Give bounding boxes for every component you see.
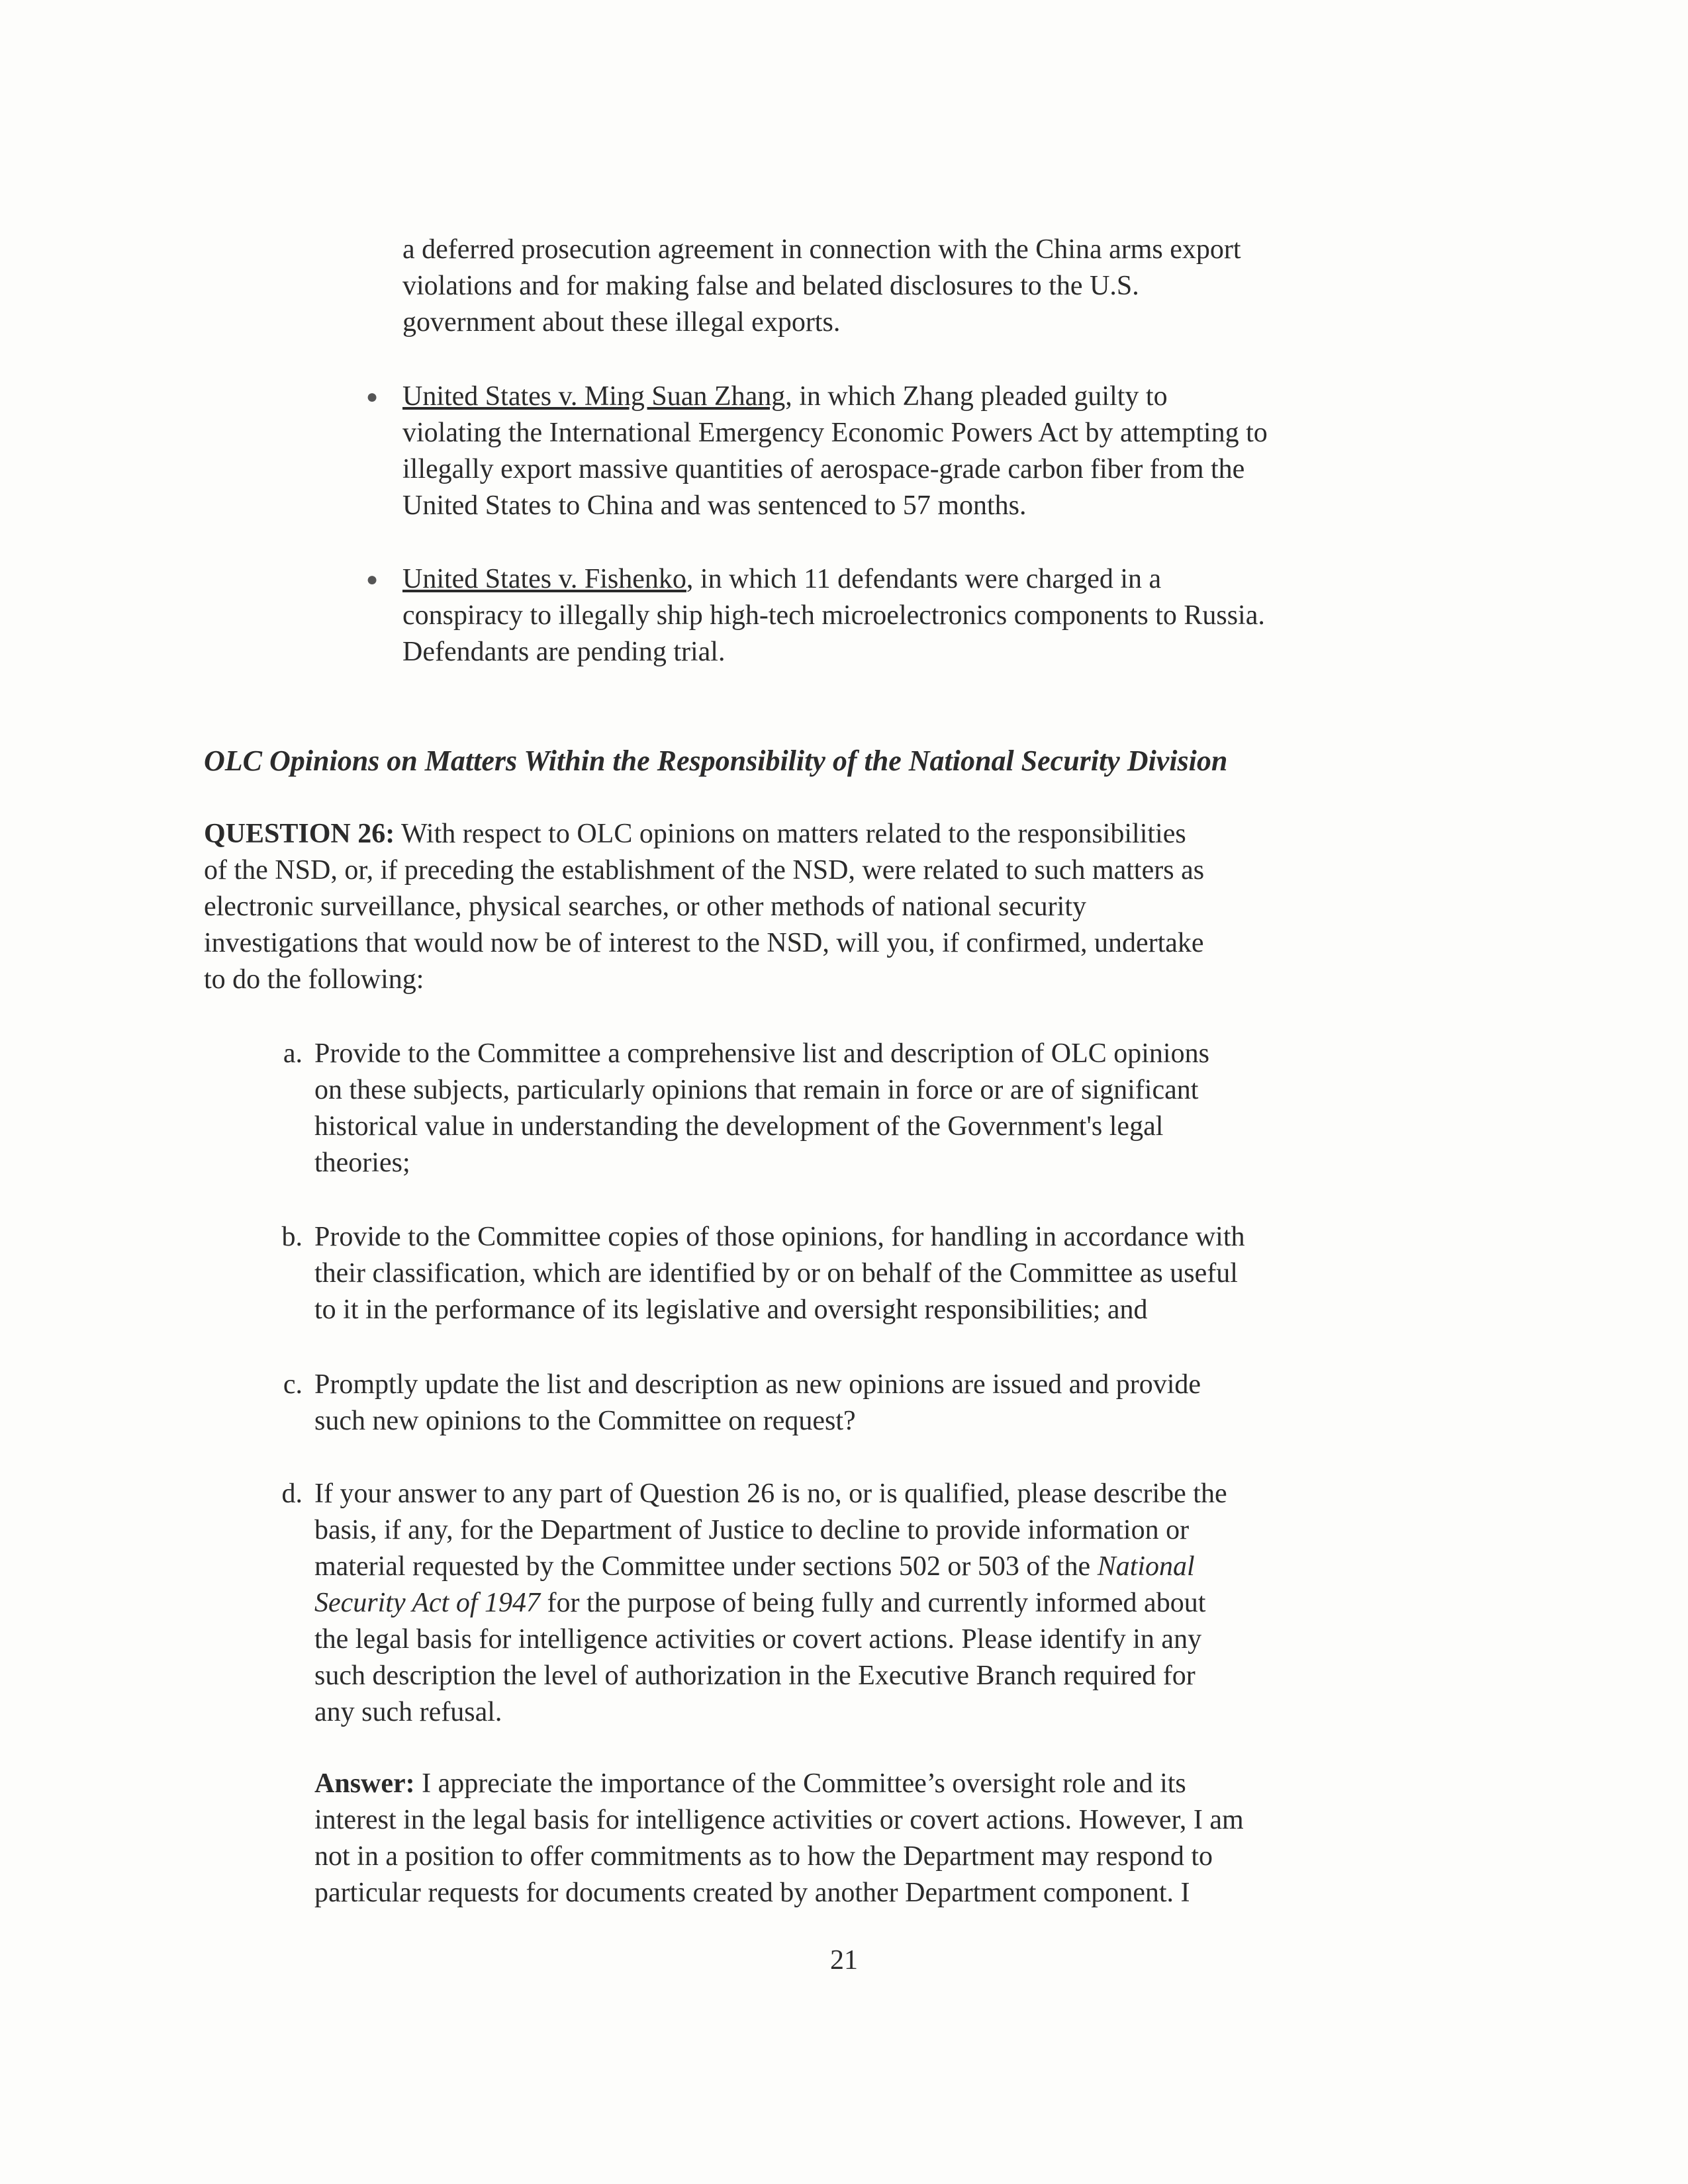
case-name: United States v. Fishenko: [402, 564, 686, 594]
case-bullet-item: [365, 379, 1395, 524]
sub-item-letter: c.: [283, 1369, 303, 1400]
text-line: such description the level of authorization in the Executive Branch required for: [314, 1661, 1196, 1691]
section-heading: OLC Opinions on Matters Within the Responsibility of the National Security Division: [204, 745, 1228, 777]
question-label: QUESTION 26:: [204, 819, 395, 849]
text-line: theories;: [314, 1148, 410, 1178]
text-fragment: , in which 11 defendants were charged in a: [686, 564, 1162, 594]
text-line: [204, 816, 1395, 852]
text-line: historical value in understanding the development of the Government's legal: [314, 1111, 1164, 1142]
text-line: [314, 1549, 1413, 1585]
question-sub-item: [281, 1476, 1413, 1731]
text-line: the legal basis for intelligence activities or covert actions. Please identify in any: [314, 1624, 1202, 1655]
act-title-italic: Security Act of 1947: [314, 1588, 540, 1618]
question-sub-item: [283, 1036, 1413, 1181]
text-line: [402, 561, 1395, 598]
text-line: Promptly update the list and description as new opinions are issued and provide: [314, 1369, 1201, 1400]
answer-label: Answer:: [314, 1768, 415, 1799]
text-line: on these subjects, particularly opinions that remain in force or are of significant: [314, 1075, 1199, 1105]
text-line: [402, 379, 1395, 415]
text-line: to do the following:: [204, 964, 424, 995]
text-line: basis, if any, for the Department of Justice to decline to provide information or: [314, 1515, 1190, 1545]
case-name: United States v. Ming Suan Zhang: [402, 381, 786, 412]
text-line: of the NSD, or, if preceding the establishment of the NSD, were related to such matters as: [204, 855, 1205, 886]
text-line: government about these illegal exports.: [402, 307, 841, 338]
text-fragment: With respect to OLC opinions on matters related to the responsibilities: [395, 819, 1186, 849]
text-fragment: , in which Zhang pleaded guilty to: [785, 381, 1168, 412]
question-sub-item: [283, 1367, 1413, 1439]
text-fragment: I appreciate the importance of the Committee’s oversight role and its: [414, 1768, 1186, 1799]
text-line: Provide to the Committee copies of those opinions, for handling in accordance with: [314, 1222, 1245, 1252]
continuation-paragraph: [402, 232, 1395, 341]
act-title-italic: National: [1097, 1551, 1195, 1582]
text-line: illegally export massive quantities of aerospace-grade carbon fiber from the: [402, 454, 1245, 484]
text-line: to it in the performance of its legislative and oversight responsibilities; and: [314, 1295, 1148, 1325]
sub-item-letter: d.: [281, 1479, 303, 1509]
text-line: conspiracy to illegally ship high-tech microelectronics components to Russia.: [402, 600, 1265, 631]
question-paragraph: [204, 816, 1395, 998]
page-number: 21: [830, 1945, 858, 1976]
sub-item-letter: b.: [281, 1222, 303, 1252]
text-line: particular requests for documents created by another Department component. I: [314, 1878, 1190, 1908]
text-line: violating the International Emergency Economic Powers Act by attempting to: [402, 418, 1268, 448]
text-line: United States to China and was sentenced to 57 months.: [402, 490, 1027, 521]
text-line: interest in the legal basis for intelligence activities or covert actions. However, I am: [314, 1805, 1244, 1835]
text-line: [314, 1766, 1387, 1802]
text-line: such new opinions to the Committee on request?: [314, 1406, 856, 1436]
text-line: not in a position to offer commitments as to how the Department may respond to: [314, 1841, 1213, 1872]
text-line: violations and for making false and belated disclosures to the U.S.: [402, 271, 1139, 301]
text-line: electronic surveillance, physical searches, or other methods of national security: [204, 891, 1087, 922]
text-line: Provide to the Committee a comprehensive list and description of OLC opinions: [314, 1038, 1209, 1069]
text-fragment: for the purpose of being fully and currently informed about: [539, 1588, 1206, 1618]
text-line: investigations that would now be of interest to the NSD, will you, if confirmed, undertake: [204, 928, 1204, 958]
sub-item-letter: a.: [283, 1038, 303, 1069]
text-line: Defendants are pending trial.: [402, 637, 726, 667]
text-line: If your answer to any part of Question 26 is no, or is qualified, please describe the: [314, 1479, 1227, 1509]
bullet-icon: ●: [365, 386, 379, 408]
text-line: any such refusal.: [314, 1697, 502, 1727]
bullet-icon: ●: [365, 569, 379, 590]
answer-paragraph: [314, 1766, 1387, 1911]
case-bullet-item: [365, 561, 1395, 670]
text-line: a deferred prosecution agreement in connection with the China arms export: [402, 234, 1241, 265]
question-sub-item: [281, 1219, 1413, 1328]
text-line: their classification, which are identified by or on behalf of the Committee as useful: [314, 1258, 1238, 1289]
text-fragment: material requested by the Committee under sections 502 or 503 of the: [314, 1551, 1098, 1582]
text-line: [314, 1585, 1413, 1621]
